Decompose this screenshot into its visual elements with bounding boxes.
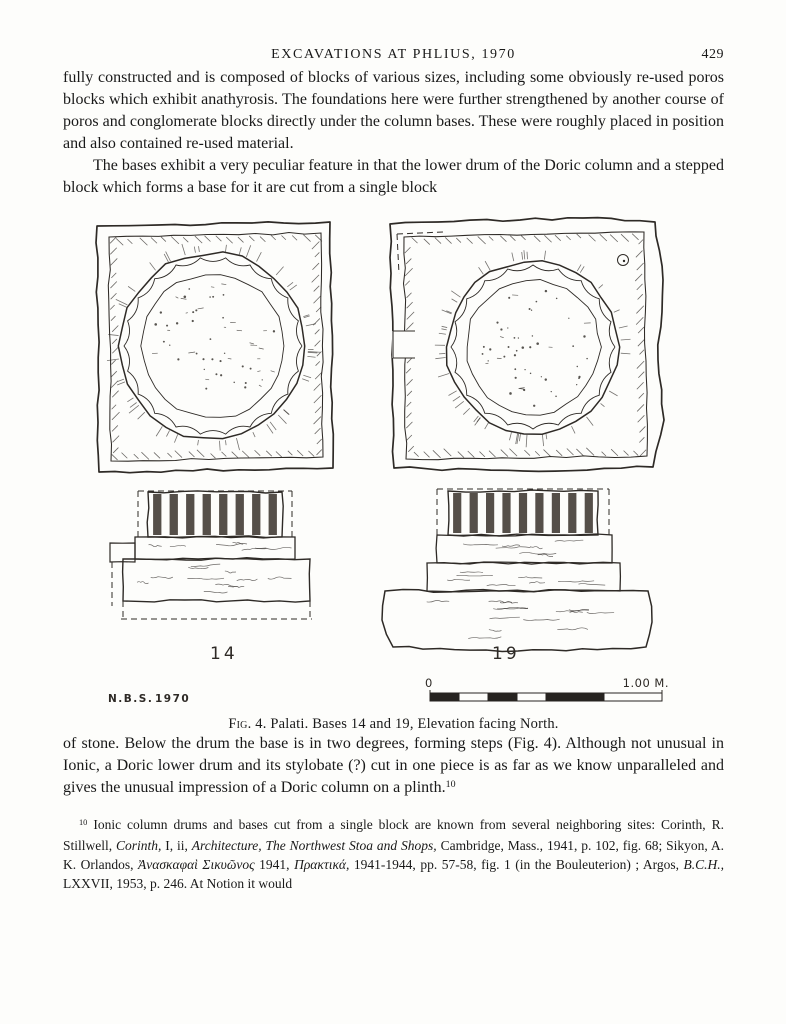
footnote-text-segment: Cambridge, Mass., 1941, p. 102, fig. 68; Sikyon, A. K. Orlandos, xyxy=(63,838,724,873)
plan-view-base-14 xyxy=(96,221,333,472)
footnote-text-segment: Πρακτικά, xyxy=(294,857,350,873)
figure-caption xyxy=(63,716,724,733)
elevation-base-19 xyxy=(382,489,652,652)
footnote-text-segment: Architecture, The Northwest Stoa and Shops, xyxy=(191,838,437,854)
page-number: 429 xyxy=(701,47,724,62)
footnote-text-segment: 1941, xyxy=(254,857,295,873)
figure-4-drawing-area xyxy=(63,210,723,710)
figure-credit-year: 1970 xyxy=(155,692,191,705)
paragraph-2: The bases exhibit a very peculiar feature in that the lower drum of the Doric column and a stepped block which forms a base for it are cut from a single block xyxy=(63,157,724,197)
paragraph-3 xyxy=(63,733,724,801)
running-head xyxy=(63,47,724,67)
footnote-text-segment: LXXVII, 1953, p. 246. At Notion it would xyxy=(63,876,293,892)
footnote-text-segment: Corinth, xyxy=(116,838,162,854)
footnote-text-segment: I, ii, xyxy=(161,838,192,854)
figure-4-drawing xyxy=(63,210,723,710)
scale-max-label: 1.00 M. xyxy=(622,675,669,690)
figure-credit-initials: N.B.S. xyxy=(108,692,154,705)
footnote-text-segment: 1941-1944, pp. 57-58, fig. 1 (in the Bouleuterion) ; Argos, xyxy=(349,857,684,873)
footnote-10 xyxy=(63,815,724,894)
scale-zero-label: 0 xyxy=(425,675,433,690)
elevation-base-14 xyxy=(110,490,312,618)
base-label-14: 14 xyxy=(210,643,238,664)
figure-caption-text: Palati. Bases 14 and 19, Elevation facing North. xyxy=(270,715,559,732)
footnote-marker: 10 xyxy=(79,818,88,828)
figure-4 xyxy=(63,210,724,733)
footnote-text-segment: Ἀνασκαφαὶ Σικυῶνος xyxy=(138,857,255,873)
header-title: EXCAVATIONS AT PHLIUS, 1970 xyxy=(271,47,516,62)
footnote-text-segment: Ionic column drums and bases cut from a single block are known from several neighboring sites: Corinth, R. Stillwell, xyxy=(63,816,724,854)
plan-view-base-19 xyxy=(390,217,664,471)
paragraph-3-text: of stone. Below the drum the base is in two degrees, forming steps (Fig. 4). Although not unusual in Ionic, a Doric lower drum and its stylobate (?) cut in one piece is as far as we know unparalleled and gives the unusual impression of a Doric column on a plinth. xyxy=(63,734,724,796)
footnote-ref-10: 10 xyxy=(445,779,456,791)
paragraph-1: fully constructed and is composed of blocks of various sizes, including some obviously re-used poros blocks which exhibit anathyrosis. The foundations here were further strengthened by another course of poros and conglomerate blocks directly under the column bases. These were roughly placed in position and also contained re-used material. xyxy=(63,69,724,153)
footnote-text-segment: B.C.H., xyxy=(683,857,725,873)
scale-bar xyxy=(430,690,662,701)
base-label-19: 19 xyxy=(492,643,520,664)
figure-caption-label: Fig. 4. xyxy=(228,715,267,732)
